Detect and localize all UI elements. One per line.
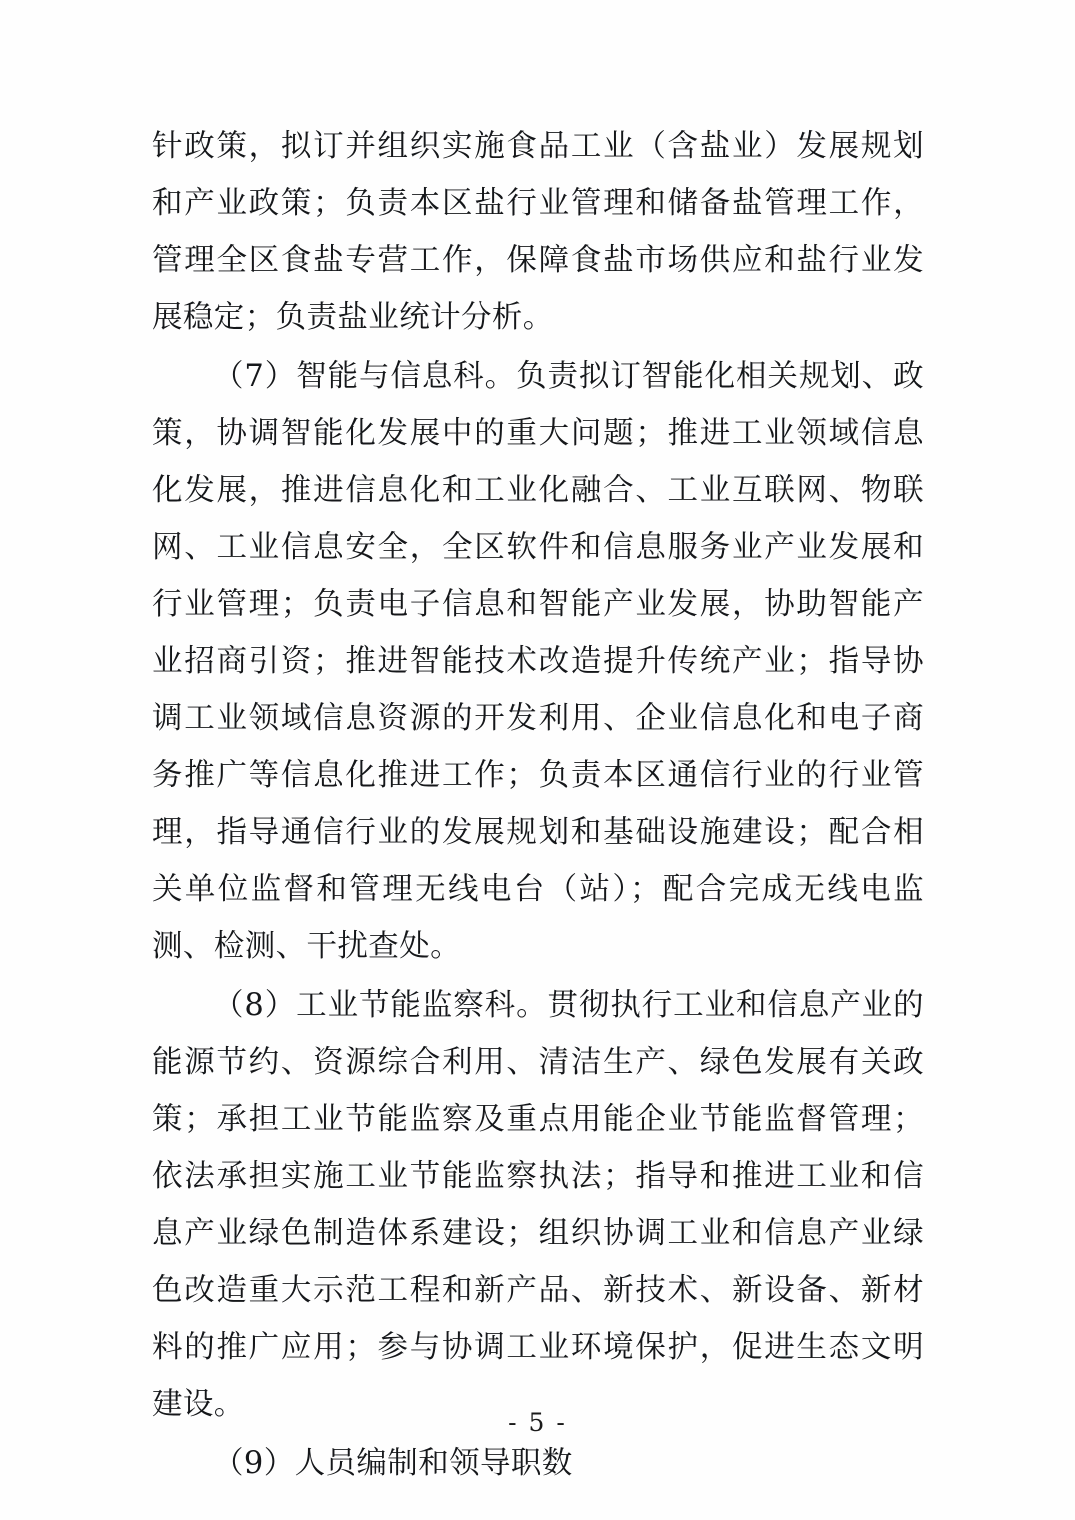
- paragraph-item-7-intelligent-information: （7）智能与信息科。负责拟订智能化相关规划、政策，协调智能化发展中的重大问题；推进工业领域信息化发展，推进信息化和工业化融合、工业互联网、物联网、工业信息安全，全区软件和信息服务业产业发展和行业管理；负责电子信息和智能产业发展，协助智能产业招商引资；推进智能技术改造提升传统产业；指导协调工业领域信息资源的开发利用、企业信息化和电子商务推广等信息化推进工作；负责本区通信行业的行业管理，指导通信行业的发展规划和基础设施建设；配合相关单位监督和管理无线电台（站）；配合完成无线电监测、检测、干扰查处。: [152, 359, 924, 964]
- document-body: [152, 118, 924, 1494]
- paragraph-policy-food-salt: 针政策，拟订并组织实施食品工业（含盐业）发展规划和产业政策；负责本区盐行业管理和储备盐管理工作，管理全区食盐专营工作，保障食盐市场供应和盐行业发展稳定；负责盐业统计分析。: [152, 129, 924, 335]
- paragraph-item-9-staffing: （9）人员编制和领导职数: [213, 1446, 573, 1481]
- paragraph-item-8-industrial-energy-saving: （8）工业节能监察科。贯彻执行工业和信息产业的能源节约、资源综合利用、清洁生产、绿色发展有关政策；承担工业节能监察及重点用能企业节能监督管理；依法承担实施工业节能监察执法；指导和推进工业和信息产业绿色制造体系建设；组织协调工业和信息产业绿色改造重大示范工程和新产品、新技术、新设备、新材料的推广应用；参与协调工业环境保护，促进生态文明建设。: [152, 988, 924, 1422]
- page-number: - 5 -: [508, 1408, 567, 1437]
